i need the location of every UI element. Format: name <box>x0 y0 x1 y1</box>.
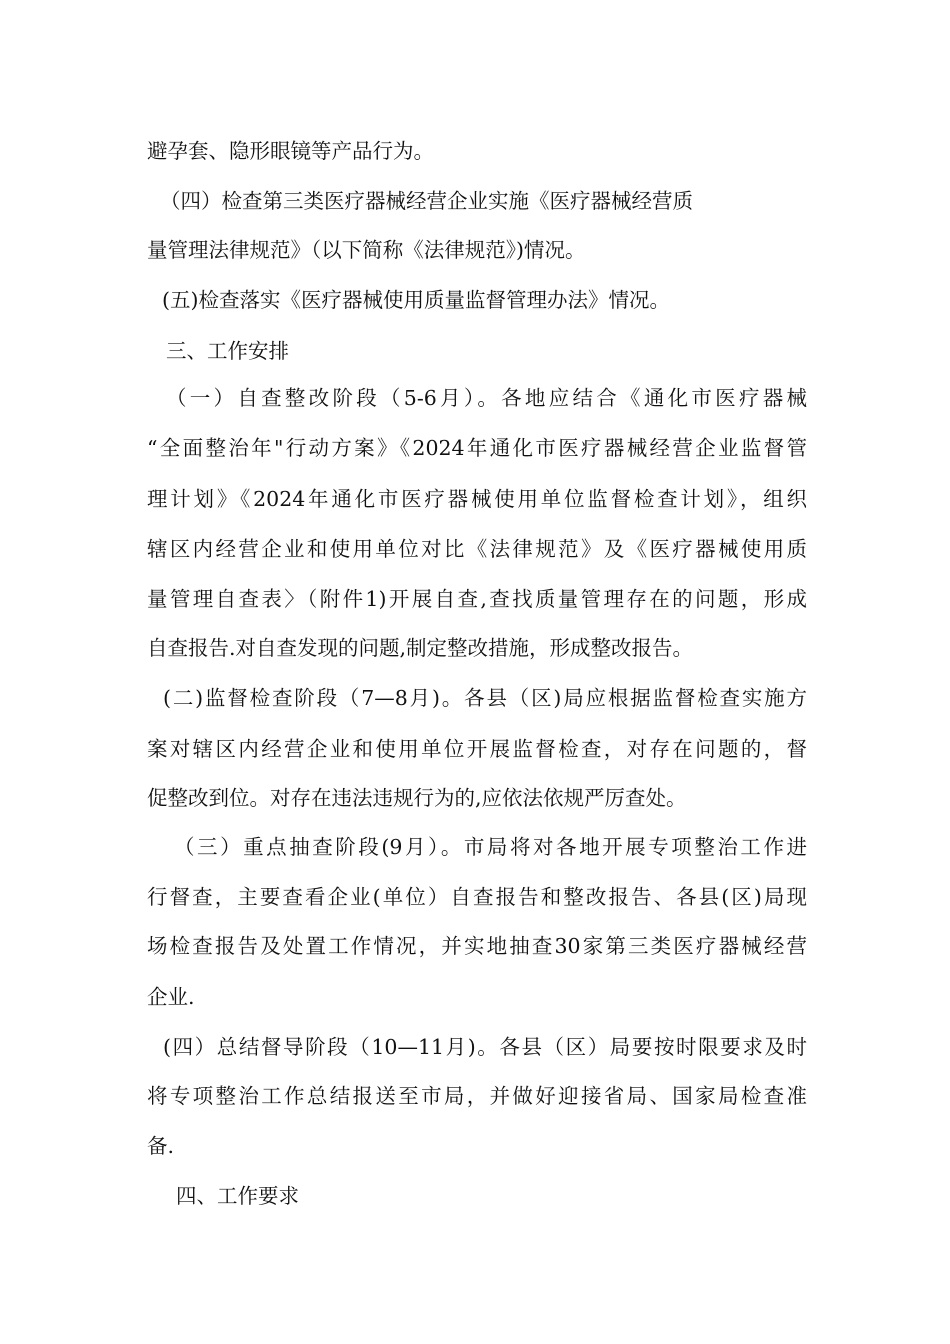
text-line-2: （四）检查第三类医疗器械经营企业实施《医疗器械经营质 <box>160 189 693 213</box>
text-line-21: 备. <box>147 1134 175 1158</box>
text-line-1: 避孕套、隐形眼镜等产品行为。 <box>147 139 434 163</box>
text-line-9: 辖区内经营企业和使用单位对比《法律规范》及《医疗器械使用质 <box>147 537 807 561</box>
text-line-18: 企业. <box>147 985 195 1009</box>
text-line-3: 量管理法律规范》（以下简称《法律规范》)情况。 <box>147 238 586 262</box>
text-line-4: (五)检查落实《医疗器械使用质量监督管理办法》情况。 <box>162 288 670 312</box>
text-line-7: “全面整治年"行动方案》《2024年通化市医疗器械经营企业监督管 <box>147 436 807 460</box>
text-line-10: 量管理自查表〉（附件1)开展自查,查找质量管理存在的问题，形成 <box>147 587 807 611</box>
text-line-16: 行督查，主要查看企业(单位）自查报告和整改报告、各县(区)局现 <box>147 885 807 909</box>
text-line-11: 自查报告.对自查发现的问题,制定整改措施，形成整改报告。 <box>147 636 694 660</box>
text-line-20: 将专项整治工作总结报送至市局，并做好迎接省局、国家局检查准 <box>147 1084 807 1108</box>
text-line-14: 促整改到位。对存在违法违规行为的,应依法依规严厉查处。 <box>147 786 687 810</box>
section-heading-4: 四、工作要求 <box>176 1184 299 1208</box>
text-line-6: （一）自查整改阶段（5-6月）。各地应结合《通化市医疗器械 <box>166 386 807 410</box>
text-line-19: (四）总结督导阶段（10—11月)。各县（区）局要按时限要求及时 <box>163 1035 807 1059</box>
text-line-12: (二)监督检查阶段（7—8月)。各县（区)局应根据监督检查实施方 <box>163 686 807 710</box>
text-line-17: 场检查报告及处置工作情况，并实地抽查30家第三类医疗器械经营 <box>147 934 807 958</box>
text-line-13: 案对辖区内经营企业和使用单位开展监督检查，对存在问题的，督 <box>147 737 807 761</box>
text-line-15: （三）重点抽查阶段(9月）。市局将对各地开展专项整治工作进 <box>174 835 807 859</box>
text-line-8: 理计划》《2024年通化市医疗器械使用单位监督检查计划》，组织 <box>147 487 807 511</box>
section-heading-3: 三、工作安排 <box>166 339 289 363</box>
